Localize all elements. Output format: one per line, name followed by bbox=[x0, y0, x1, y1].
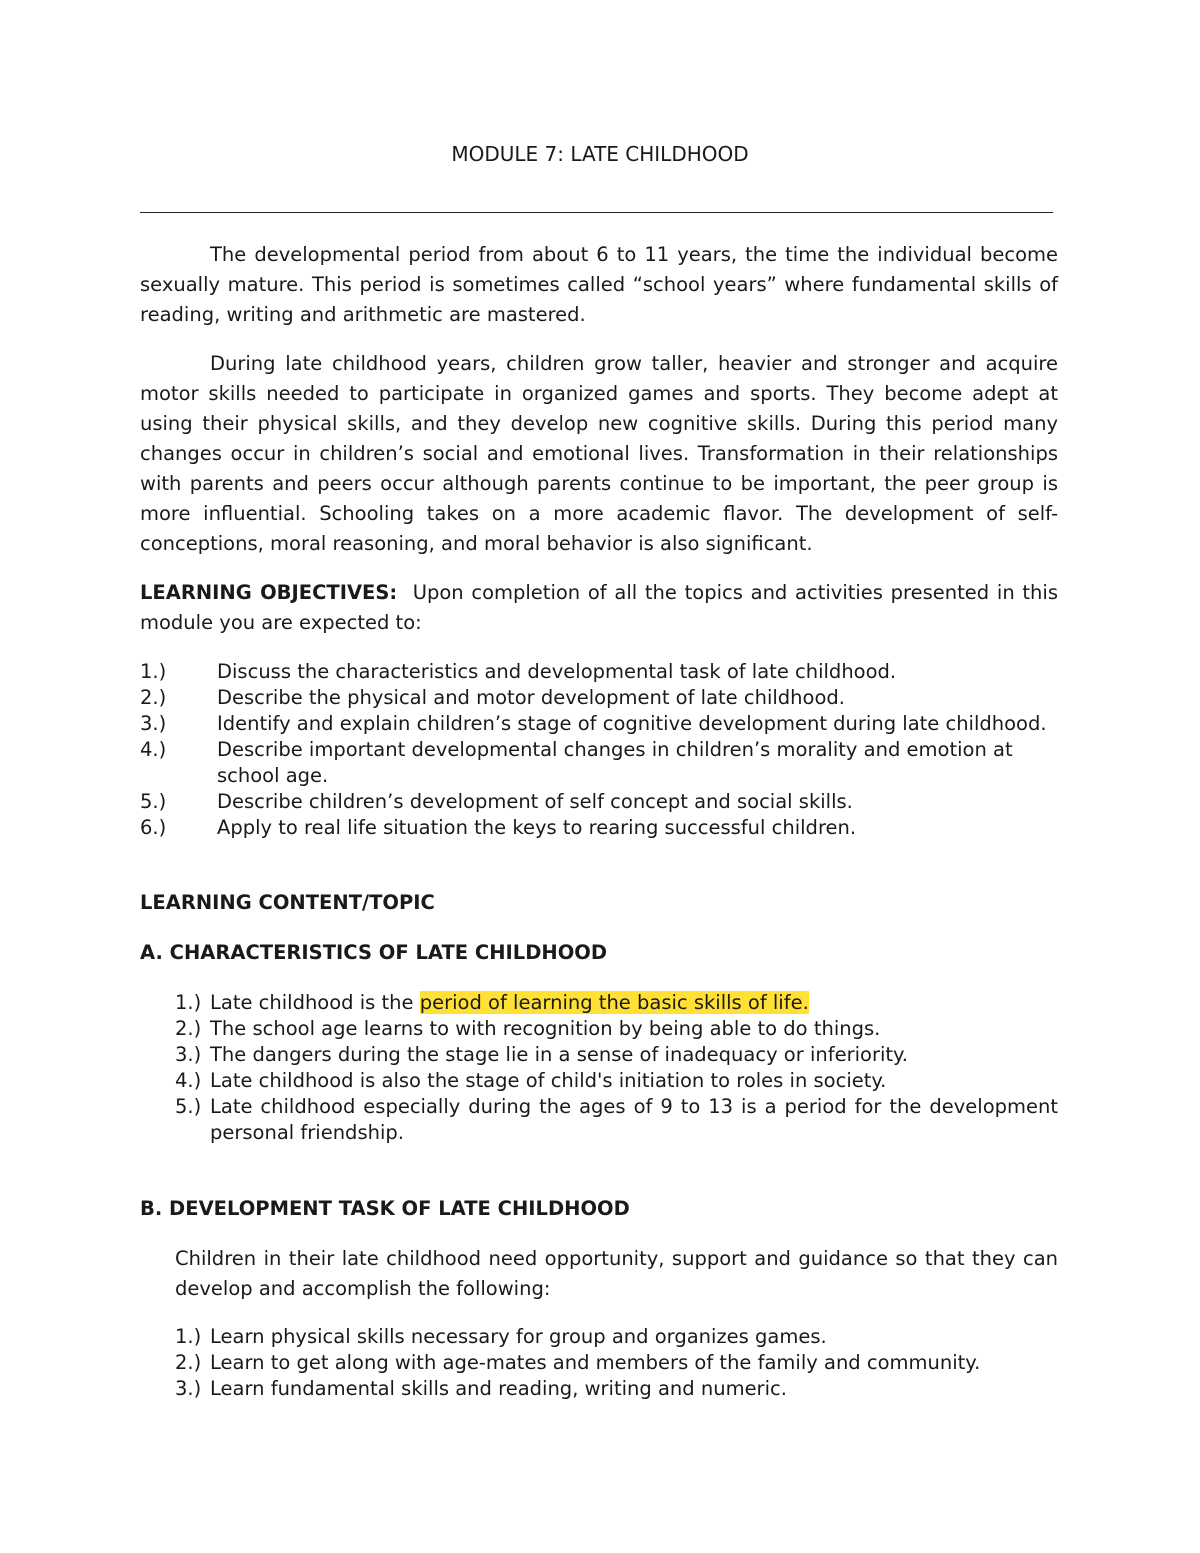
item-number: 3.) bbox=[175, 1043, 202, 1066]
divider-line bbox=[140, 212, 1053, 213]
objectives-paragraph bbox=[140, 578, 1058, 638]
item-number: 2.) bbox=[140, 686, 167, 709]
item-text: Apply to real life situation the keys to rearing successful children. bbox=[217, 816, 857, 839]
list-item bbox=[140, 815, 1058, 841]
item-number: 1.) bbox=[175, 991, 202, 1014]
item-text: Late childhood is also the stage of child's initiation to roles in society. bbox=[210, 1069, 887, 1092]
page-title: MODULE 7: LATE CHILDHOOD bbox=[451, 142, 749, 166]
item-text: The dangers during the stage lie in a sense of inadequacy or inferiority. bbox=[210, 1043, 908, 1066]
characteristics-list bbox=[175, 990, 1058, 1146]
list-item bbox=[140, 685, 1058, 711]
objectives-label: LEARNING OBJECTIVES: bbox=[140, 581, 398, 604]
list-item bbox=[140, 737, 1058, 789]
item-text: Learn to get along with age-mates and members of the family and community. bbox=[210, 1351, 981, 1374]
objectives-text: Upon completion of all the topics and activities presented in this module you are expected to: bbox=[140, 581, 1058, 634]
item-number: 1.) bbox=[140, 660, 167, 683]
list-item bbox=[175, 990, 1058, 1016]
item-text: Discuss the characteristics and developmental task of late childhood. bbox=[217, 660, 897, 683]
item-text: Learn physical skills necessary for group and organizes games. bbox=[210, 1325, 827, 1348]
item-number: 4.) bbox=[175, 1069, 202, 1092]
list-item bbox=[140, 659, 1058, 685]
item-number: 5.) bbox=[140, 790, 167, 813]
item-text: Late childhood is the bbox=[210, 991, 420, 1014]
list-item bbox=[175, 1350, 1058, 1376]
item-number: 2.) bbox=[175, 1017, 202, 1040]
item-text: Describe important developmental changes in children’s morality and emotion at school age. bbox=[217, 738, 1013, 787]
objectives-list bbox=[140, 659, 1058, 841]
intro-paragraph-1: The developmental period from about 6 to 11 years, the time the individual become sexually mature. This period is sometimes called “school years” where fundamental skills of reading, writing and arithmetic are mastered. bbox=[140, 243, 1058, 326]
item-text: Late childhood especially during the ages of 9 to 13 is a period for the development personal friendship. bbox=[210, 1095, 1058, 1144]
item-number: 4.) bbox=[140, 738, 167, 761]
section-b-heading: B. DEVELOPMENT TASK OF LATE CHILDHOOD bbox=[140, 1197, 630, 1220]
item-text: Describe the physical and motor development of late childhood. bbox=[217, 686, 845, 709]
section-b-intro: Children in their late childhood need opportunity, support and guidance so that they can develop and accomplish the following: bbox=[175, 1247, 1058, 1300]
list-item bbox=[175, 1094, 1058, 1146]
item-number: 3.) bbox=[140, 712, 167, 735]
item-text: The school age learns to with recognition by being able to do things. bbox=[210, 1017, 881, 1040]
item-number: 2.) bbox=[175, 1351, 202, 1374]
development-task-list bbox=[175, 1324, 1058, 1402]
list-item bbox=[175, 1324, 1058, 1350]
list-item bbox=[175, 1068, 1058, 1094]
item-text: Identify and explain children’s stage of cognitive development during late childhood. bbox=[217, 712, 1047, 735]
item-text: Describe children’s development of self concept and social skills. bbox=[217, 790, 853, 813]
item-number: 1.) bbox=[175, 1325, 202, 1348]
list-item bbox=[140, 711, 1058, 737]
intro-paragraph-2: During late childhood years, children grow taller, heavier and stronger and acquire motor skills needed to participate in organized games and sports. They become adept at using their physical skills, and they develop new cognitive skills. During this period many changes occur in children’s social and emotional lives. Transformation in their relationships with parents and peers occur although parents continue to be important, the peer group is more influential. Schooling takes on a more academic flavor. The development of self-conceptions, moral reasoning, and moral behavior is also significant. bbox=[140, 352, 1058, 555]
list-item bbox=[175, 1016, 1058, 1042]
content-heading: LEARNING CONTENT/TOPIC bbox=[140, 891, 435, 914]
list-item bbox=[175, 1376, 1058, 1402]
item-number: 6.) bbox=[140, 816, 167, 839]
list-item bbox=[140, 789, 1058, 815]
item-number: 3.) bbox=[175, 1377, 202, 1400]
item-text: Learn fundamental skills and reading, writing and numeric. bbox=[210, 1377, 787, 1400]
section-a-heading: A. CHARACTERISTICS OF LATE CHILDHOOD bbox=[140, 941, 608, 964]
item-number: 5.) bbox=[175, 1095, 202, 1118]
list-item bbox=[175, 1042, 1058, 1068]
highlighted-text: period of learning the basic skills of life. bbox=[419, 991, 809, 1014]
